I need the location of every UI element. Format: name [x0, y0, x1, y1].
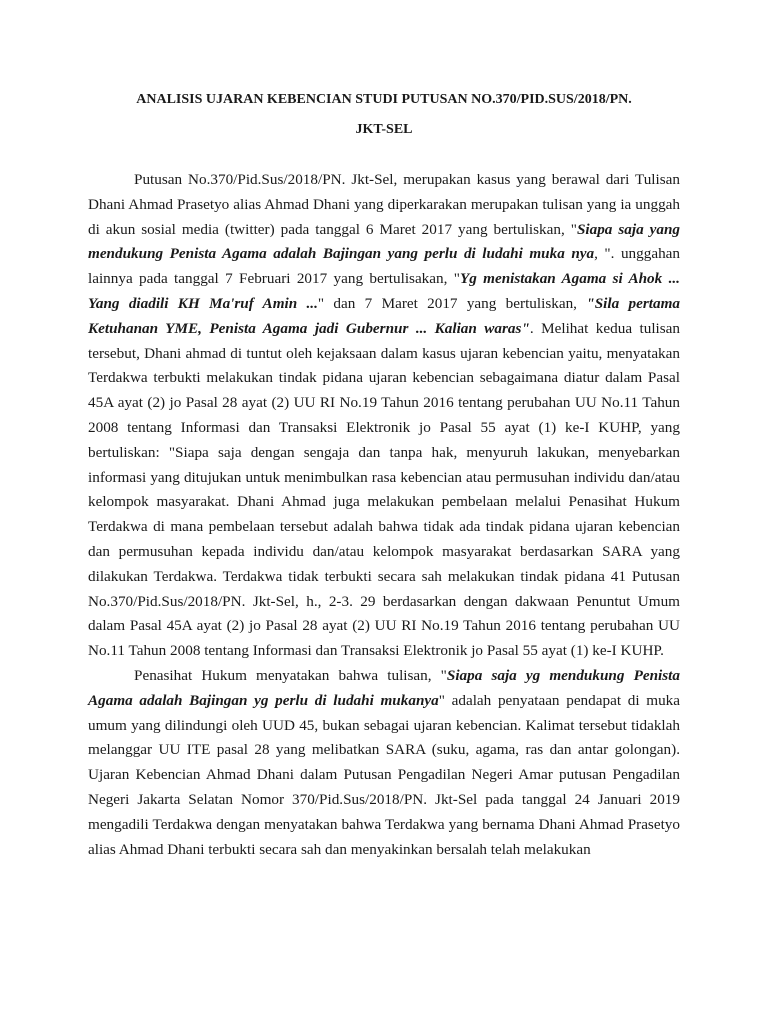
quote-tweet-4: Siapa saja yg mendukung Penista Agama adalah Bajingan yg perlu di ludahi mukanya: [88, 666, 680, 709]
document-title-line-2: JKT-SEL: [355, 122, 413, 137]
paragraph-1-text-2: , ". unggahan lainnya pada tanggal 7 Februari 2017 yang bertulisakan, ": [88, 245, 681, 288]
quote-tweet-2: Yg menistakan Agama si Ahok ... Yang diadili KH Ma'ruf Amin ...: [88, 270, 680, 312]
paragraph-2: [88, 664, 680, 862]
paragraph-1-text-4: . Melihat kedua tulisan tersebut, Dhani ahmad di tuntut oleh kejaksaan dalam kasus ujaran kebencian yaitu, menyatakan Terdakwa terbukti melakukan tindak pidana ujaran kebencian sebagaimana diatur dalam Pasal 45A ayat (2) jo Pasal 28 ayat (2) UU RI No.19 Tahun 2016 tentang perubahan UU No.11 Tahun 2008 tentang Informasi dan Transaksi Elektronik jo Pasal 55 ayat (1) ke-I KUHP, yang bertuliskan: "Siapa saja dengan sengaja dan tanpa hak, menyuruh lakukan, menyebarkan informasi yang ditujukan untuk menimbulkan rasa kebencian atau permusuhan individu dan/atau kelompok masyarakat. Dhani Ahmad juga melakukan pembelaan melalui Penasihat Hukum Terdakwa di mana pembelaan tersebut adalah bahwa tidak ada tindak pidana ujaran kebencian dan permusuhan kepada individu dan/atau kelompok masyarakat berdasarkan SARA yang dilakukan Terdakwa. Terdakwa tidak terbukti secara sah melakukan tindak pidana 41 Putusan No.370/Pid.Sus/2018/PN. Jkt-Sel, h., 2-3. 29 berdasarkan dengan dakwaan Penuntut Umum dalam Pasal 45A ayat (2) jo Pasal 28 ayat (2) UU RI No.19 Tahun 2016 tentang perubahan UU No.11 Tahun 2008 tentang Informasi dan Transaksi Elektronik jo Pasal 55 ayat (1) ke-I KUHP.: [88, 319, 681, 660]
paragraph-1-text-3: " dan 7 Maret 2017 yang bertuliskan,: [317, 294, 587, 312]
document-title-line-1: ANALISIS UJARAN KEBENCIAN STUDI PUTUSAN NO.370/PID.SUS/2018/PN.: [136, 92, 632, 107]
paragraph-1-text-1: Putusan No.370/Pid.Sus/2018/PN. Jkt-Sel, merupakan kasus yang berawal dari Tulisan Dhani Ahmad Prasetyo alias Ahmad Dhani yang diperkarakan merupakan tulisan yang ia unggah di akun sosial media (twitter) pada tanggal 6 Maret 2017 yang bertuliskan, ": [88, 171, 680, 238]
quote-tweet-1: Siapa saja yang mendukung Penista Agama adalah Bajingan yang perlu di ludahi muka nya: [88, 220, 680, 263]
paragraph-2-text-1: Penasihat Hukum menyatakan bahwa tulisan, ": [134, 666, 447, 684]
paragraph-2-text-2: " adalah penyataan pendapat di muka umum yang dilindungi oleh UUD 45, bukan sebagai ujaran kebencian. Kalimat tersebut tidaklah melanggar UU ITE pasal 28 yang melibatkan SARA (suku, agama, ras dan antar golongan). Ujaran Kebencian Ahmad Dhani dalam Putusan Pengadilan Negeri Amar putusan Pengadilan Negeri Jakarta Selatan Nomor 370/Pid.Sus/2018/PN. Jkt-Sel pada tanggal 24 Januari 2019 mengadili Terdakwa dengan menyatakan bahwa Terdakwa yang bernama Dhani Ahmad Prasetyo alias Ahmad Dhani terbukti secara sah dan menyakinkan bersalah telah melakukan: [88, 691, 680, 858]
quote-tweet-3: "Sila pertama Ketuhanan YME, Penista Agama jadi Gubernur ... Kalian waras": [88, 294, 680, 337]
paragraph-1: [88, 168, 680, 664]
document-body: [88, 168, 680, 862]
